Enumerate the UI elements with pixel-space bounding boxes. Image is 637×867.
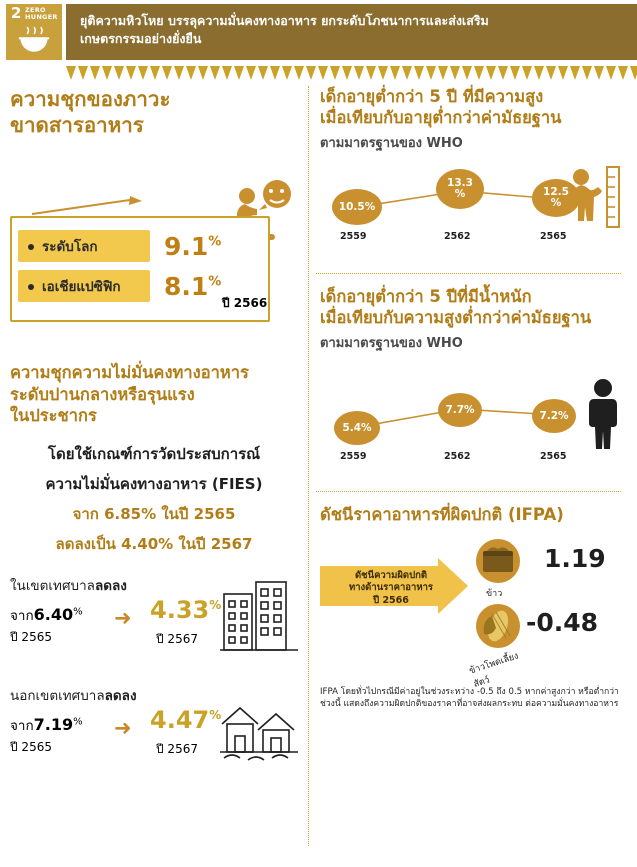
urban-to: 4.33% (150, 595, 222, 624)
wasting-chart (320, 381, 625, 477)
child-body-icon (581, 377, 625, 451)
stunting-title-line1: เด็กอายุต่ำกว่า 5 ปี ที่มีความสูง (320, 87, 544, 106)
ifpa-footnote: IFPA โดยทั่วไปกรณีมีค่าอยู่ในช่วงระหว่าง -0.5 ถึง 0.5 หากค่าสูงกว่า หรือต่ำกว่าช่วงนี้ แสดงถึงความผิดปกติของราคาที่อาจส่งผลกระทบ ต่อความมั่นคงทางอาหาร (320, 686, 619, 710)
urban-label: ในเขตเทศบาลลดลง (10, 577, 127, 594)
fies-block (10, 442, 298, 556)
ifpa-item-0-value: 1.19 (544, 543, 606, 573)
stunting-title-line2: เมื่อเทียบกับอายุต่ำกว่าค่ามัธยฐาน (320, 108, 562, 128)
zigzag-divider (66, 66, 637, 80)
urban-from: จาก6.40% (10, 604, 83, 624)
stunting-point-2562: 13.3 % (436, 169, 484, 209)
undernourishment-title-line2: ขาดสารอาหาร (10, 113, 144, 138)
sdg-goal-title (25, 7, 58, 22)
fies-line3: จาก 6.85% ในปี 2565 (72, 504, 236, 523)
wasting-xlabel-2562: 2562 (444, 451, 471, 463)
ifpa-card (316, 504, 631, 711)
stunting-point-2559: 10.5% (332, 189, 382, 225)
header-banner (66, 4, 637, 60)
sdg-goal-title-line1: ZERO (25, 6, 46, 14)
arrow-right-icon: ➜ (114, 605, 132, 630)
fies-line2: ความไม่มั่นคงทางอาหาร (FIES) (45, 474, 263, 493)
ifpa-arrow-line3: ปี 2566 (373, 595, 409, 607)
wasting-title-line2: เมื่อเทียบกับความสูงต่ำกว่าค่ามัธยฐาน (320, 308, 592, 328)
sdg-goal-title-line2: HUNGER (25, 13, 58, 22)
rice-sack-icon (470, 538, 526, 584)
urban-to-year: ปี 2567 (156, 631, 198, 646)
row-label-asiapacific (18, 270, 150, 302)
stunting-xlabel-2562: 2562 (444, 231, 471, 243)
sdg-goal-number: 2 (11, 4, 22, 22)
global-value: 9.1% (164, 231, 222, 261)
undernourishment-year: ปี 2566 (222, 296, 268, 311)
stunting-title (320, 86, 627, 128)
bullet-icon (28, 284, 34, 290)
ifpa-chart (320, 532, 627, 690)
header-banner-line1: ยุติความหิวโหย บรรลุความมั่นคงทางอาหาร ยกระดับโภชนาการและส่งเสริม (80, 13, 489, 28)
urban-from-year: ปี 2565 (10, 629, 52, 644)
page-header (0, 0, 637, 62)
wasting-xlabel-2565: 2565 (540, 451, 567, 463)
bowl-icon (17, 24, 51, 54)
rural-label: นอกเขตเทศบาลลดลง (10, 687, 137, 704)
wasting-subtitle: ตามมาตรฐานของ WHO (320, 336, 463, 352)
asiapacific-value: 8.1% (164, 271, 222, 301)
row-label-global (18, 230, 150, 262)
trend-arrow-icon (30, 196, 160, 216)
food-insecurity-title (10, 362, 306, 425)
table-row (18, 230, 262, 262)
fi-title-line2: ระดับปานกลางหรือรุนแรง (10, 384, 195, 404)
ifpa-arrow-line2: ทางด้านราคาอาหาร (348, 582, 434, 594)
rural-from: จาก7.19% (10, 714, 83, 734)
ifpa-item-0-caption: ข้าว (486, 588, 503, 599)
stunting-card (316, 86, 631, 259)
maize-icon (470, 602, 526, 650)
city-buildings-icon (218, 574, 302, 660)
rural-from-year: ปี 2565 (10, 739, 52, 754)
ifpa-arrow-label (332, 570, 450, 608)
undernourishment-title-line1: ความชุกของภาวะ (10, 87, 171, 111)
left-column (10, 86, 306, 780)
header-banner-line2: เกษตรกรรมอย่างยั่งยืน (80, 31, 202, 47)
wasting-title (320, 286, 627, 328)
right-column (316, 86, 631, 711)
undernourishment-title (10, 86, 306, 138)
section-divider (316, 273, 621, 274)
child-height-measure-icon (559, 165, 625, 231)
sdg-goal-badge (6, 4, 62, 60)
bullet-icon (28, 244, 34, 250)
fi-title-line3: ในประชากร (10, 405, 97, 425)
fies-line1: โดยใช้เกณฑ์การวัดประสบการณ์ (47, 444, 261, 463)
ifpa-item-1-caption: ข้าวโพดเลี้ยงสัตว์ (468, 650, 520, 690)
stunting-xlabel-2559: 2559 (340, 231, 367, 243)
wasting-card (316, 286, 631, 477)
wasting-point-2559: 5.4% (334, 411, 380, 445)
rural-to-year: ปี 2567 (156, 741, 198, 756)
stunting-chart (320, 163, 625, 259)
stunting-point-2565: 12.5 % (532, 179, 580, 217)
rural-to: 4.47% (150, 705, 222, 734)
ifpa-arrow-line1: ดัชนีความผิดปกติ (354, 569, 428, 581)
global-label: ระดับโลก (42, 239, 98, 256)
urban-stat-block (10, 574, 306, 670)
rural-stat-block (10, 684, 306, 780)
asiapacific-label: เอเชียแปซิฟิก (42, 279, 121, 296)
ifpa-title: ดัชนีราคาอาหารที่ผิดปกติ (IFPA) (320, 505, 564, 525)
wasting-title-line1: เด็กอายุต่ำกว่า 5 ปีที่มีน้ำหนัก (320, 287, 532, 307)
rural-houses-icon (218, 684, 302, 770)
wasting-xlabel-2559: 2559 (340, 451, 367, 463)
stunting-xlabel-2565: 2565 (540, 231, 567, 243)
wasting-point-2562: 7.7% (438, 393, 482, 427)
arrow-right-icon: ➜ (114, 715, 132, 740)
stunting-subtitle: ตามมาตรฐานของ WHO (320, 136, 463, 152)
section-divider (316, 491, 621, 492)
ifpa-item-1-value: -0.48 (526, 607, 599, 637)
fies-line4: ลดลงเป็น 4.40% ในปี 2567 (55, 534, 253, 553)
fi-title-line1: ความชุกความไม่มั่นคงทางอาหาร (10, 363, 249, 383)
wasting-point-2565: 7.2% (532, 399, 576, 433)
